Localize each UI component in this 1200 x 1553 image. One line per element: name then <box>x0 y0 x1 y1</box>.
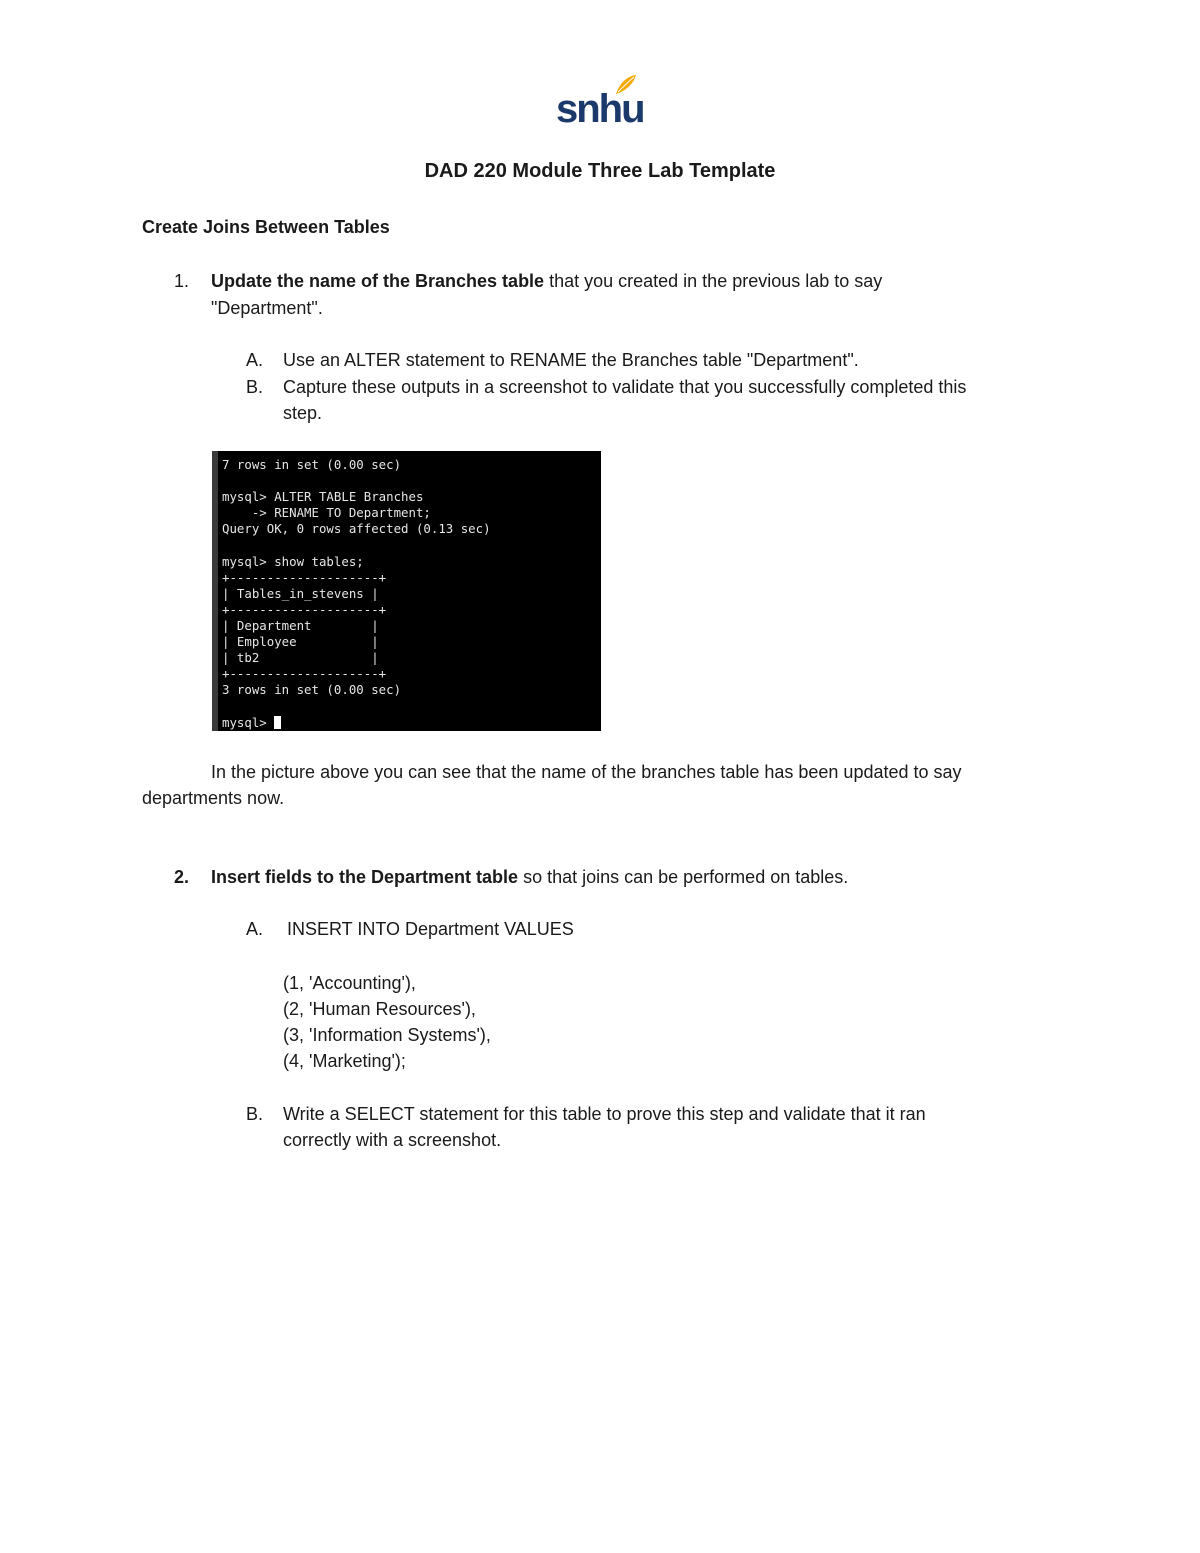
step2-a-label: A. <box>246 919 264 939</box>
terminal-prompt: mysql> <box>222 714 275 730</box>
document-title: DAD 220 Module Three Lab Template <box>424 160 776 182</box>
value-line: (1, 'Accounting'), <box>283 973 416 993</box>
caption-line2: departments now. <box>142 788 285 808</box>
snhu-logo <box>556 74 644 134</box>
step1-text <box>211 268 882 294</box>
step1-b-text1: Capture these outputs in a screenshot to validate that you successfully completed this <box>283 377 967 397</box>
value-line: (3, 'Information Systems'), <box>283 1025 491 1045</box>
step2-rest: so that joins can be performed on tables. <box>518 867 849 887</box>
value-line: (4, 'Marketing'); <box>283 1051 406 1071</box>
step1-b-label: B. <box>246 377 264 397</box>
terminal-output <box>222 457 601 731</box>
step2-a-text: INSERT INTO Department VALUES <box>287 919 574 939</box>
step2-b-text2: correctly with a screenshot. <box>283 1130 502 1150</box>
step1-number: 1. <box>174 271 190 291</box>
step1-b-text2: step. <box>283 403 323 423</box>
step2-number: 2. <box>174 867 190 887</box>
cursor <box>274 716 281 729</box>
section-heading: Create Joins Between Tables <box>142 217 390 237</box>
step1-line2: "Department". <box>211 298 323 318</box>
caption-line1: In the picture above you can see that the name of the branches table has been updated to say <box>211 762 962 782</box>
step1-a-label: A. <box>246 350 264 370</box>
step1-rest: that you created in the previous lab to say <box>544 271 883 291</box>
step2-bold: Insert fields to the Department table <box>211 867 519 887</box>
terminal-screenshot <box>212 451 601 731</box>
logo-text: snhu <box>556 87 644 131</box>
step1-bold: Update the name of the Branches table <box>211 271 545 291</box>
step2-b-label: B. <box>246 1104 264 1124</box>
insert-values <box>283 970 491 1074</box>
step2-b-text1: Write a SELECT statement for this table to prove this step and validate that it ran <box>283 1104 926 1124</box>
step1-a-text: Use an ALTER statement to RENAME the Branches table "Department". <box>283 350 859 370</box>
value-line: (2, 'Human Resources'), <box>283 999 476 1019</box>
step2-text <box>211 864 848 890</box>
terminal-lines: 7 rows in set (0.00 sec) mysql> ALTER TABLE Branches -> RENAME TO Department; Query OK, 0 rows affected (0.13 sec) mysql> show tables; +--------------------+ | Tables_in_stevens | +--------------------+ | Department | | Employee | | tb2 | +--------------------+ 3 rows in set (0.00 sec) <box>222 457 491 698</box>
